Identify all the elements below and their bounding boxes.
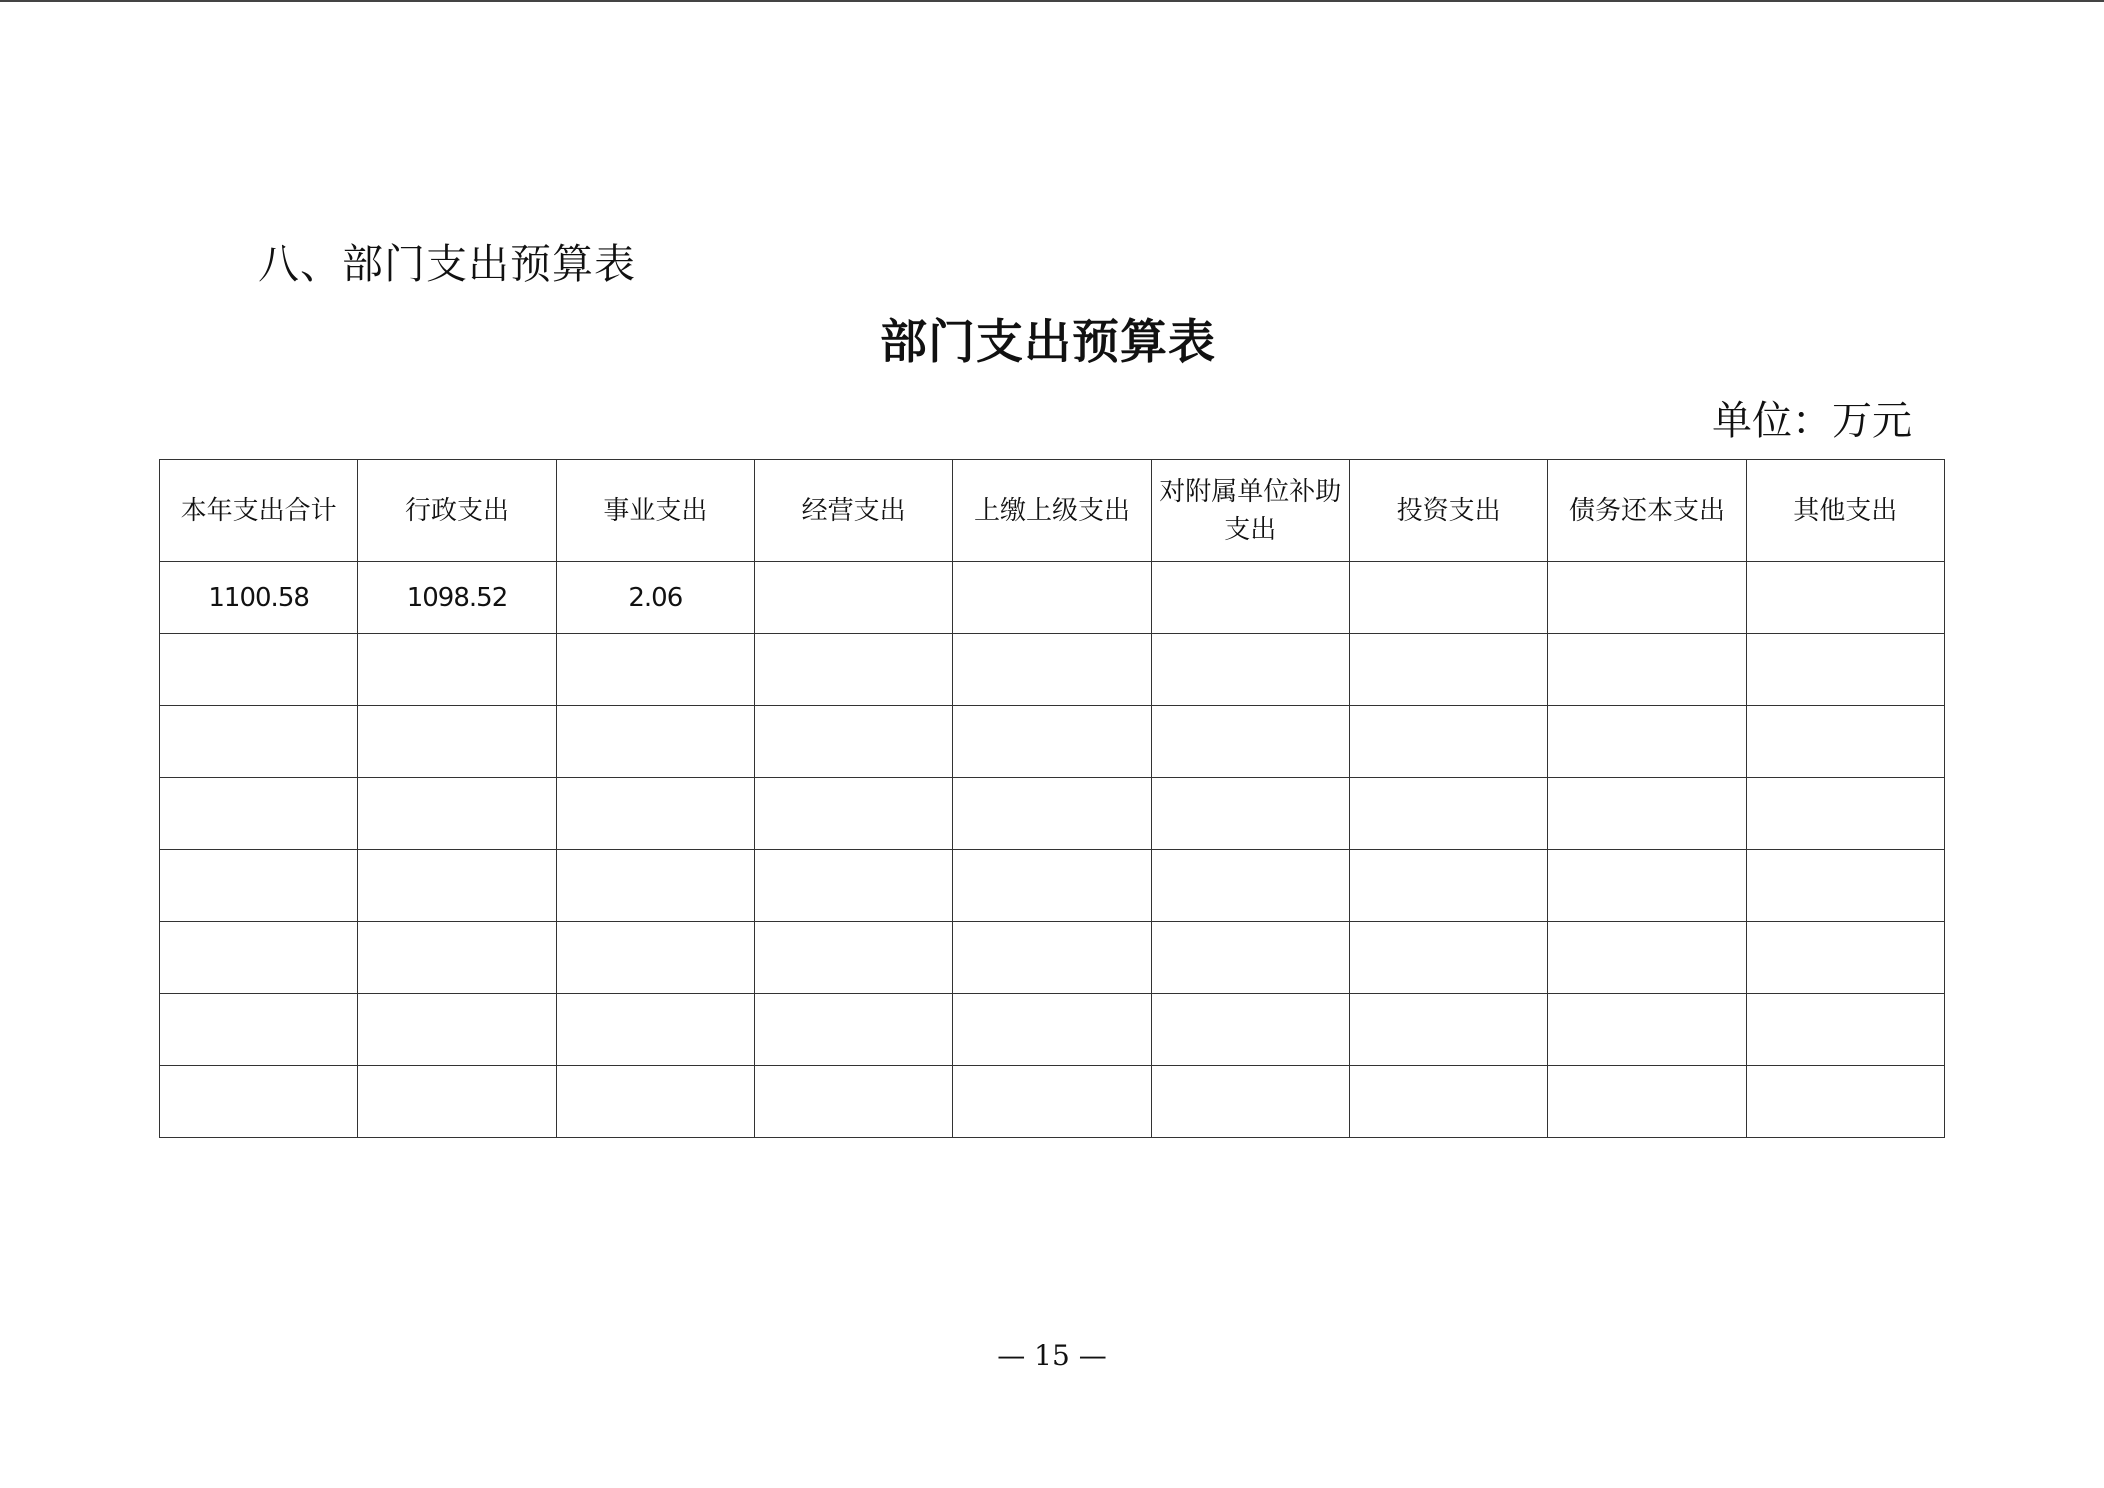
table-cell <box>358 922 556 994</box>
table-cell <box>1746 634 1944 706</box>
table-cell <box>1151 706 1349 778</box>
table-cell <box>1151 922 1349 994</box>
table-row <box>160 778 1945 850</box>
table-cell <box>953 850 1151 922</box>
table-cell <box>1151 778 1349 850</box>
section-heading: 八、部门支出预算表 <box>258 240 636 288</box>
table-cell <box>754 994 952 1066</box>
table-cell <box>1349 850 1547 922</box>
table-cell <box>1151 850 1349 922</box>
table-cell <box>358 850 556 922</box>
header-row <box>160 460 1945 562</box>
table-cell <box>953 1066 1151 1138</box>
table-cell <box>754 778 952 850</box>
table-cell <box>1548 850 1746 922</box>
table-row <box>160 706 1945 778</box>
table-cell: 1098.52 <box>358 562 556 634</box>
column-header: 债务还本支出 <box>1548 460 1746 562</box>
table-cell <box>160 922 358 994</box>
table-cell <box>358 778 556 850</box>
table-cell <box>1548 1066 1746 1138</box>
table-cell <box>1151 634 1349 706</box>
table-cell <box>1548 634 1746 706</box>
table-cell <box>953 634 1151 706</box>
table-cell <box>754 634 952 706</box>
budget-table-header <box>160 460 1945 562</box>
table-cell <box>953 994 1151 1066</box>
table-cell <box>160 634 358 706</box>
table-row <box>160 850 1945 922</box>
table-cell <box>1548 706 1746 778</box>
table-cell <box>1349 634 1547 706</box>
table-cell <box>556 994 754 1066</box>
table-title: 部门支出预算表 <box>880 315 1216 370</box>
table-cell <box>1746 778 1944 850</box>
table-cell <box>1349 922 1547 994</box>
table-cell <box>1548 778 1746 850</box>
table-cell <box>754 850 952 922</box>
table-cell <box>556 634 754 706</box>
column-header: 其他支出 <box>1746 460 1944 562</box>
table-cell <box>754 706 952 778</box>
table-cell <box>1746 994 1944 1066</box>
table-cell <box>953 778 1151 850</box>
column-header: 经营支出 <box>754 460 952 562</box>
column-header: 行政支出 <box>358 460 556 562</box>
table-cell <box>160 850 358 922</box>
table-cell <box>358 706 556 778</box>
table-cell <box>556 778 754 850</box>
table-cell <box>1746 706 1944 778</box>
table-row <box>160 922 1945 994</box>
table-cell <box>358 994 556 1066</box>
table-cell <box>953 922 1151 994</box>
table-row <box>160 994 1945 1066</box>
table-cell <box>556 1066 754 1138</box>
table-row <box>160 1066 1945 1138</box>
budget-table-body <box>160 562 1945 1138</box>
table-cell <box>1746 562 1944 634</box>
table-cell <box>953 706 1151 778</box>
column-header: 对附属单位补助支出 <box>1151 460 1349 562</box>
column-header: 上缴上级支出 <box>953 460 1151 562</box>
table-cell <box>1548 922 1746 994</box>
page-number: — 15 — <box>997 1339 1107 1372</box>
table-cell <box>1151 1066 1349 1138</box>
table-cell <box>160 778 358 850</box>
column-header: 投资支出 <box>1349 460 1547 562</box>
table-cell <box>1548 562 1746 634</box>
table-cell <box>556 706 754 778</box>
table-cell <box>556 850 754 922</box>
unit-label: 单位：万元 <box>1712 398 1912 444</box>
table-cell <box>160 706 358 778</box>
table-row <box>160 562 1945 634</box>
table-cell <box>358 634 556 706</box>
table-cell <box>1548 994 1746 1066</box>
table-cell <box>1349 1066 1547 1138</box>
table-cell <box>754 562 952 634</box>
table-cell <box>754 922 952 994</box>
table-cell: 1100.58 <box>160 562 358 634</box>
table-cell <box>754 1066 952 1138</box>
column-header: 本年支出合计 <box>160 460 358 562</box>
table-cell: 2.06 <box>556 562 754 634</box>
table-cell <box>1349 706 1547 778</box>
page-top-rule <box>0 0 2104 2</box>
table-cell <box>953 562 1151 634</box>
table-row <box>160 634 1945 706</box>
table-cell <box>160 994 358 1066</box>
table-cell <box>1151 562 1349 634</box>
table-cell <box>160 1066 358 1138</box>
table-cell <box>1746 922 1944 994</box>
table-cell <box>1746 1066 1944 1138</box>
table-cell <box>358 1066 556 1138</box>
table-cell <box>1349 778 1547 850</box>
budget-table <box>159 459 1945 1138</box>
table-cell <box>556 922 754 994</box>
table-cell <box>1746 850 1944 922</box>
table-cell <box>1349 562 1547 634</box>
column-header: 事业支出 <box>556 460 754 562</box>
table-cell <box>1151 994 1349 1066</box>
table-cell <box>1349 994 1547 1066</box>
